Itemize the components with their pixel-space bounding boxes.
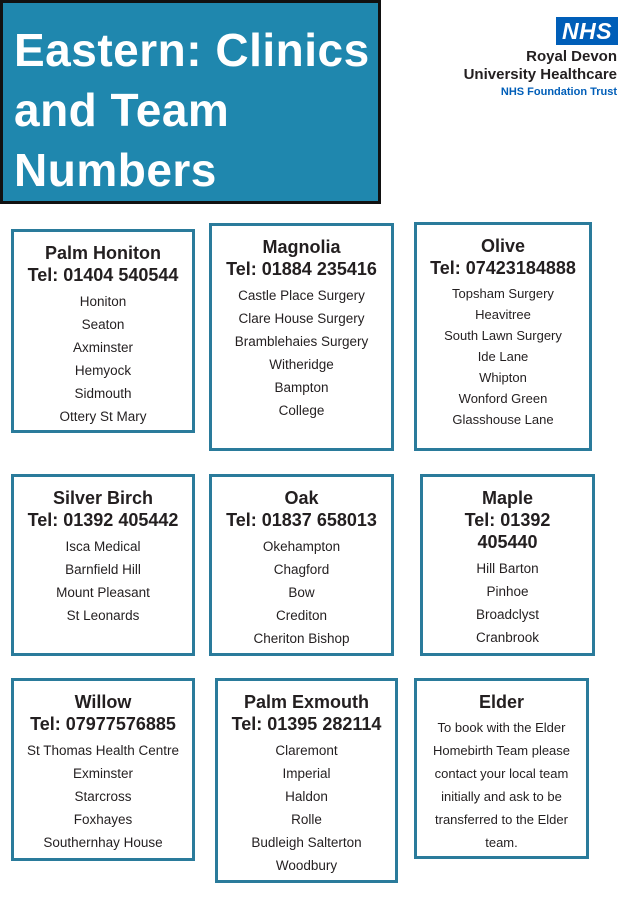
team-card-palm-exmouth	[215, 678, 398, 883]
location-item: Bramblehaies Surgery	[234, 334, 369, 349]
team-name: Silver Birch	[52, 488, 154, 508]
location-list	[212, 284, 391, 422]
org-name-line-1: Royal Devon	[526, 48, 617, 65]
team-phone: Tel: 01837 658013	[226, 510, 377, 530]
location-item: Starcross	[74, 789, 132, 804]
title-banner	[0, 0, 381, 204]
team-phone: Tel: 01395 282114	[231, 714, 382, 734]
page-title-line-2: and Team	[14, 84, 230, 136]
location-item: Southernhay House	[43, 835, 163, 850]
location-item: Woodbury	[275, 858, 338, 873]
location-item: Bow	[288, 585, 315, 600]
location-item: Whipton	[479, 370, 527, 385]
team-phone-continued: 405440	[477, 532, 538, 552]
location-item: South Lawn Surgery	[444, 328, 562, 343]
location-item: Wonford Green	[458, 391, 548, 406]
location-item: St Thomas Health Centre	[26, 743, 180, 758]
location-item: Honiton	[79, 294, 127, 309]
location-item: Ide Lane	[477, 349, 529, 364]
location-item: Cranbrook	[475, 630, 540, 645]
location-item: Seaton	[81, 317, 125, 332]
team-phone: Tel: 07423184888	[430, 258, 576, 278]
location-item: Cheriton Bishop	[253, 631, 350, 646]
team-name: Palm Honiton	[45, 243, 161, 263]
location-list	[218, 739, 395, 877]
team-card-willow	[11, 678, 195, 861]
team-card-palm-honiton	[11, 229, 195, 433]
team-name: Maple	[481, 488, 533, 508]
location-item: Hill Barton	[476, 561, 539, 576]
location-item: Broadclyst	[475, 607, 540, 622]
team-card-elder	[414, 678, 589, 859]
team-phone: Tel: 07977576885	[30, 714, 176, 734]
team-card-silver-birch	[11, 474, 195, 656]
location-list	[212, 535, 391, 650]
team-name: Elder	[478, 692, 525, 712]
location-item: St Leonards	[66, 608, 140, 623]
page-title-line-3: Numbers	[14, 144, 217, 196]
location-item: Barnfield Hill	[65, 562, 141, 577]
location-list	[417, 283, 589, 430]
location-item: Castle Place Surgery	[238, 288, 365, 303]
nhs-logo-badge: NHS	[556, 17, 618, 45]
location-item: Bampton	[274, 380, 329, 395]
page-title-line-1: Eastern: Clinics	[14, 24, 370, 76]
location-item: Heavitree	[475, 307, 531, 322]
location-item: Haldon	[285, 789, 328, 804]
team-phone: Tel: 01392 405442	[27, 510, 179, 530]
location-item: Rolle	[291, 812, 322, 827]
location-item: Hemyock	[74, 363, 132, 378]
team-card-magnolia	[209, 223, 394, 451]
location-item: Mount Pleasant	[56, 585, 150, 600]
team-phone: Tel: 01884 235416	[226, 259, 377, 279]
team-name: Oak	[284, 488, 319, 508]
location-item: Foxhayes	[73, 812, 133, 827]
team-name: Palm Exmouth	[243, 692, 370, 712]
team-card-maple	[420, 474, 595, 656]
location-item: Budleigh Salterton	[251, 835, 362, 850]
location-item: Exminster	[72, 766, 133, 781]
team-phone: Tel: 01392	[464, 510, 551, 530]
location-list	[14, 290, 192, 428]
team-name: Willow	[74, 692, 132, 712]
location-item: Okehampton	[262, 539, 341, 554]
org-name-line-3: NHS Foundation Trust	[500, 86, 617, 98]
team-note: To book with the Elder Homebirth Team please contact your local team initially and ask to be transferred to the Elder team.	[432, 720, 571, 850]
location-item: Crediton	[275, 608, 328, 623]
location-item: Clare House Surgery	[238, 311, 365, 326]
team-name: Olive	[480, 236, 526, 256]
location-item: Topsham Surgery	[452, 286, 554, 301]
location-item: Axminster	[72, 340, 133, 355]
location-item: College	[278, 403, 325, 418]
location-list	[14, 535, 192, 627]
location-item: Pinhoe	[486, 584, 529, 599]
location-item: Witheridge	[269, 357, 334, 372]
location-item: Chagford	[273, 562, 330, 577]
location-item: Glasshouse Lane	[452, 412, 554, 427]
location-item: Ottery St Mary	[59, 409, 147, 424]
team-card-oak	[209, 474, 394, 656]
location-item: Isca Medical	[65, 539, 141, 554]
team-card-olive	[414, 222, 592, 451]
location-list	[14, 739, 192, 854]
location-list	[423, 557, 592, 649]
team-phone: Tel: 01404 540544	[27, 265, 179, 285]
location-item: Imperial	[282, 766, 331, 781]
location-item: Sidmouth	[74, 386, 132, 401]
org-name-line-2: University Healthcare	[463, 66, 617, 83]
team-name: Magnolia	[262, 237, 341, 257]
location-item: Claremont	[275, 743, 338, 758]
